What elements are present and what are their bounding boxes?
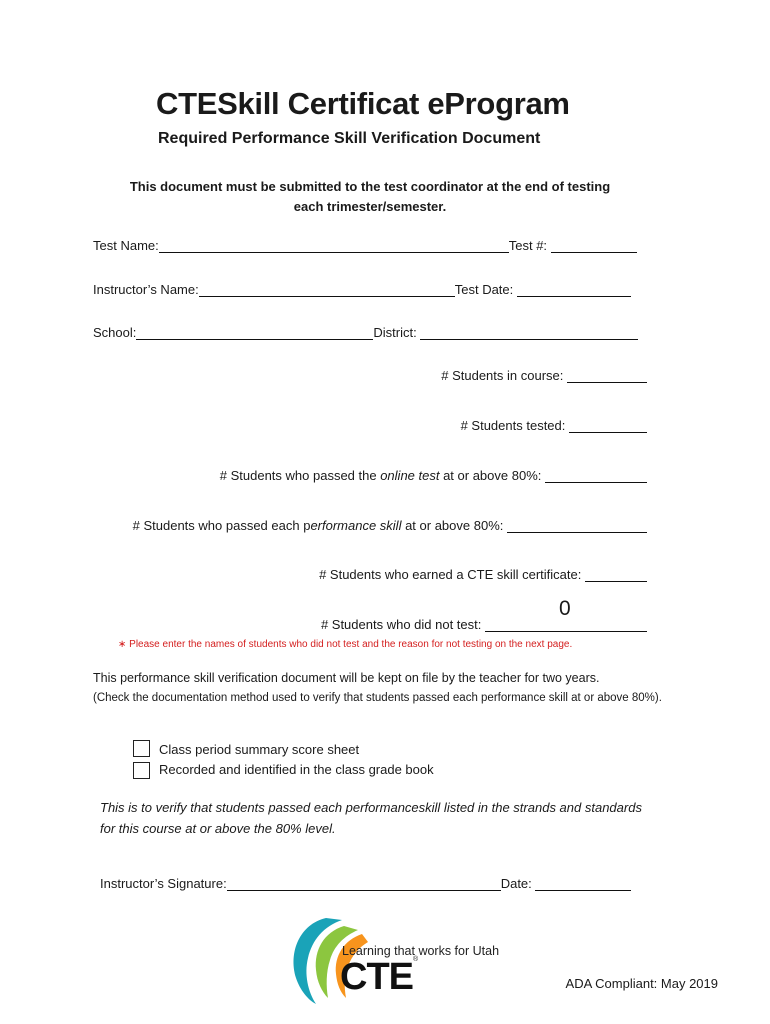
students-in-course-label: # Students in course: xyxy=(441,368,564,383)
students-in-course-input[interactable] xyxy=(567,368,647,383)
checkbox-row-summary xyxy=(133,740,150,761)
registered-mark: ® xyxy=(413,956,419,963)
signature-date-input[interactable] xyxy=(535,876,631,891)
test-name-field xyxy=(93,238,637,253)
school-input[interactable] xyxy=(136,325,373,340)
earned-certificate-field xyxy=(319,567,647,582)
instructor-signature-label: Instructor’s Signature: xyxy=(100,876,227,891)
passed-online-label-pre: # Students who passed the xyxy=(219,468,381,483)
passed-performance-skill-field xyxy=(133,518,647,533)
document-subtitle: Required Performance Skill Verification Document xyxy=(158,130,541,147)
students-tested-input[interactable] xyxy=(569,418,647,433)
earned-certificate-input[interactable] xyxy=(585,567,647,582)
test-date-input[interactable] xyxy=(517,282,631,297)
test-date-label: Test Date: xyxy=(454,282,514,297)
students-tested-field xyxy=(461,418,647,433)
cte-wordmark xyxy=(340,956,418,999)
did-not-test-input[interactable] xyxy=(485,597,647,632)
passed-performance-label-em: erformance skill xyxy=(310,518,402,533)
passed-online-label-post: at or above 80%: xyxy=(439,468,542,483)
students-in-course-field xyxy=(441,368,647,383)
school-label: School: xyxy=(93,325,137,340)
school-field xyxy=(93,325,638,340)
instructor-name-input[interactable] xyxy=(199,282,455,297)
checkbox-row-gradebook xyxy=(133,762,150,783)
grade-book-checkbox[interactable] xyxy=(133,762,150,779)
verification-statement: This is to verify that students passed each performanceskill listed in the strands and standards for this course at or above the 80% level. xyxy=(100,800,642,836)
summary-score-sheet-checkbox[interactable] xyxy=(133,740,150,757)
did-not-test-field xyxy=(320,597,647,632)
district-label: District: xyxy=(373,325,417,340)
passed-performance-label-post: at or above 80%: xyxy=(401,518,504,533)
instructor-name-field xyxy=(93,282,631,297)
passed-online-label-em: online test xyxy=(380,468,440,483)
instructor-name-label: Instructor’s Name: xyxy=(93,282,199,297)
instructor-signature-input[interactable] xyxy=(227,876,501,891)
district-input[interactable] xyxy=(420,325,638,340)
did-not-test-label: # Students who did not test: xyxy=(320,617,482,632)
test-name-input[interactable] xyxy=(159,238,509,253)
ada-compliance-note: ADA Compliant: May 2019 xyxy=(565,976,718,991)
did-not-test-value: 0 xyxy=(559,597,571,620)
grade-book-label: Recorded and identified in the class grade book xyxy=(159,762,434,777)
notice-line-2: each trimester/semester. xyxy=(293,199,447,214)
cte-wordmark-text: CTE xyxy=(340,956,413,998)
signature-date-label: Date: xyxy=(500,876,532,891)
notice-line-1: This document must be submitted to the test coordinator at the end of testing xyxy=(129,179,611,194)
document-title: CTESkill Certificat eProgram xyxy=(156,86,570,121)
retention-paragraph: This performance skill verification document will be kept on file by the teacher for two years. xyxy=(93,671,600,685)
documentation-method-note: (Check the documentation method used to verify that students passed each performance skill at or above 80%). xyxy=(93,692,662,704)
passed-performance-label-pre: # Students who passed each p xyxy=(132,518,311,533)
test-name-label: Test Name: xyxy=(93,238,159,253)
students-tested-label: # Students tested: xyxy=(460,418,566,433)
signature-field xyxy=(100,876,631,891)
earned-certificate-label: # Students who earned a CTE skill certificate: xyxy=(319,567,582,582)
did-not-test-note: ∗ Please enter the names of students who did not test and the reason for not testing on the next page. xyxy=(118,639,573,650)
summary-score-sheet-label: Class period summary score sheet xyxy=(159,742,360,757)
passed-online-test-input[interactable] xyxy=(545,468,647,483)
passed-performance-skill-input[interactable] xyxy=(507,518,647,533)
passed-online-test-field xyxy=(220,468,647,483)
logo-tagline: Learning that works for Utah xyxy=(342,944,500,958)
test-number-input[interactable] xyxy=(551,238,637,253)
submission-notice xyxy=(90,177,650,217)
test-number-label: Test #: xyxy=(508,238,548,253)
